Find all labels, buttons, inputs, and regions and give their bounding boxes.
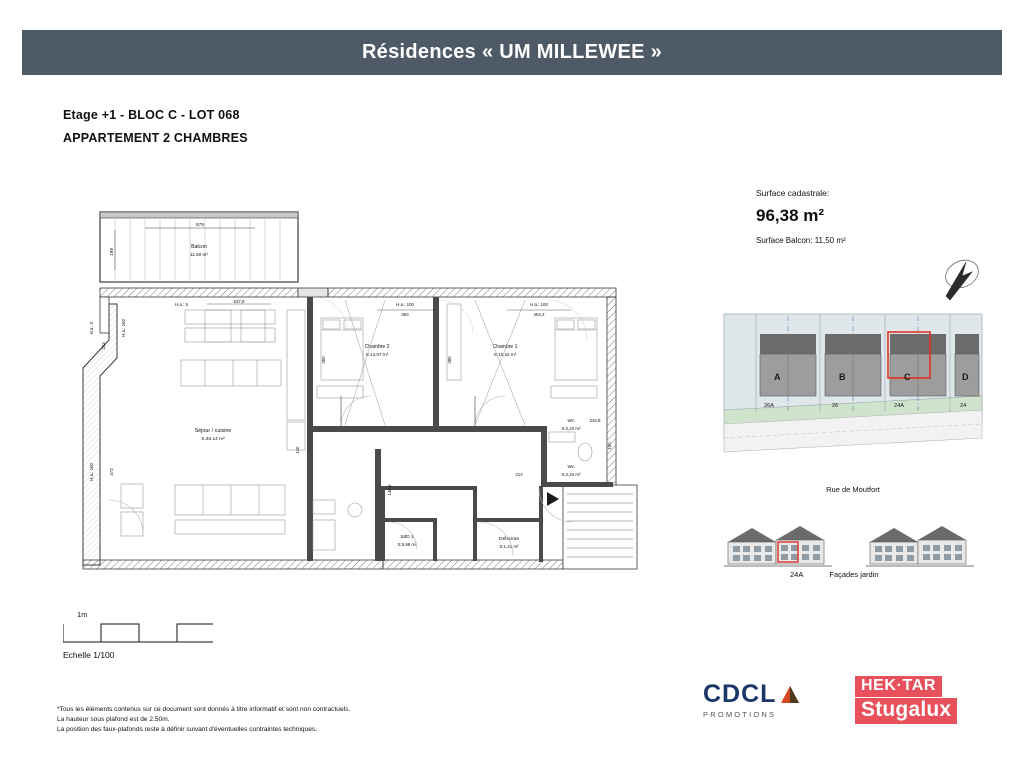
cdcl-triangle-icon bbox=[779, 684, 801, 706]
page-title: Résidences « UM MILLEWEE » bbox=[361, 41, 663, 63]
scale-bar-unit: 1m bbox=[77, 610, 88, 619]
dim-473: 473 bbox=[109, 468, 114, 476]
room-label-balcon: Balcon bbox=[191, 244, 207, 250]
site-block-d: D bbox=[962, 372, 969, 382]
dim-ha-left2: H.a.: 100 bbox=[121, 319, 126, 337]
facade-label-left: 24A bbox=[790, 570, 804, 579]
room-label-sejour: Séjour / cuisine bbox=[194, 428, 232, 434]
room-area-sejour: S:46,14 m² bbox=[201, 437, 225, 442]
site-number-24: 24 bbox=[960, 403, 967, 409]
dim-100-wc: 100 bbox=[607, 442, 612, 450]
scale-bar bbox=[63, 610, 213, 660]
dim-balcon-width: 578 bbox=[195, 223, 205, 228]
lot-identifier: Etage +1 - BLOC C - LOT 068 bbox=[63, 108, 240, 122]
site-number-26a: 26A bbox=[764, 403, 774, 409]
scale-caption: Echelle 1/100 bbox=[63, 650, 115, 660]
surface-cadastrale-label: Surface cadastrale: bbox=[756, 188, 830, 198]
surface-cadastrale-value: 96,38 m² bbox=[756, 206, 825, 225]
logo-cdcl bbox=[703, 682, 821, 726]
footnote-line-3: La position des faux-plafonds reste à définir suivant d'éventuelles contraintes techniques. bbox=[57, 726, 318, 734]
dim-ha-left: H.a.: 0 bbox=[89, 321, 94, 335]
compass-icon bbox=[932, 252, 988, 308]
dim-ha-100-a: H.a.: 100 bbox=[396, 302, 414, 307]
dim-453: 453,3 bbox=[533, 312, 545, 317]
floor-plan bbox=[55, 200, 655, 600]
room-label-wc-2: Wc bbox=[567, 465, 575, 470]
dim-537: 537,5 bbox=[233, 299, 245, 304]
footnotes bbox=[57, 705, 350, 736]
site-plan-street-label: Rue de Moutfort bbox=[826, 485, 880, 494]
room-chambre1 bbox=[447, 304, 597, 426]
dim-ha-5: H.a.: 5 bbox=[175, 302, 188, 307]
floor-plan-drawing bbox=[55, 200, 655, 600]
dim-ch1-depth: 380 bbox=[447, 356, 452, 364]
logo-hektar-stugalux bbox=[855, 676, 985, 726]
room-label-sdd1: SdD 1 bbox=[400, 535, 414, 540]
dim-253: 253 bbox=[101, 342, 106, 350]
balcony-area bbox=[100, 212, 298, 282]
scale-bar-graphic bbox=[63, 622, 213, 646]
surface-balcon-label: Surface Balcon: 11,50 m² bbox=[756, 236, 846, 245]
room-area-wc: S:2,34 m² bbox=[561, 426, 581, 431]
hektar-wordmark: HEK·TAR bbox=[855, 676, 942, 697]
document-header bbox=[22, 30, 1002, 75]
dim-140: 140,5 bbox=[387, 484, 392, 496]
facade-elevation bbox=[722, 522, 984, 570]
room-area-chambre2: S:13,07 m² bbox=[365, 352, 389, 357]
dim-214: 214 bbox=[515, 472, 523, 477]
room-label-chambre1: Chambre 1 bbox=[492, 344, 518, 350]
surface-summary bbox=[756, 188, 986, 245]
site-plan bbox=[722, 312, 984, 457]
site-block-c: C bbox=[904, 372, 911, 382]
dim-363: 363 bbox=[401, 312, 409, 317]
footnote-line-1: *Tous les éléments contenus sur ce document sont donnés à titre informatif et sont non contractuels. bbox=[57, 706, 351, 713]
site-block-b: B bbox=[839, 372, 846, 382]
room-wc bbox=[549, 418, 592, 477]
room-chambre2 bbox=[313, 297, 433, 426]
furniture-living bbox=[121, 310, 305, 536]
room-label-wc: Wc bbox=[567, 419, 575, 424]
site-number-24a: 24A bbox=[894, 403, 904, 409]
staircase bbox=[563, 485, 637, 569]
room-area-wc-2: S:2,34 m² bbox=[561, 472, 581, 477]
dim-balcon-depth: 199 bbox=[110, 247, 115, 257]
dim-ha-left-lower: H.a.: 100 bbox=[89, 463, 94, 481]
dim-233: 233,8 bbox=[589, 418, 601, 423]
room-area-sdd1: S:5,99 m² bbox=[397, 542, 417, 547]
facade-label-right: Façades jardin bbox=[829, 570, 879, 579]
room-label-debarras: Débarras bbox=[499, 537, 519, 542]
site-block-a: A bbox=[774, 372, 781, 382]
titleblock bbox=[63, 108, 248, 145]
room-area-chambre1: S:16,32 m² bbox=[493, 352, 517, 357]
facade-captions bbox=[722, 570, 984, 579]
apartment-type: APPARTEMENT 2 CHAMBRES bbox=[63, 131, 248, 145]
facade-drawing bbox=[722, 522, 984, 570]
footnote-line-2: La hauteur sous plafond est de 2.50m. bbox=[57, 716, 170, 724]
dim-ch2-depth: 360 bbox=[321, 356, 326, 364]
room-area-balcon: 11,50 m² bbox=[190, 252, 208, 257]
cdcl-tagline: PROMOTIONS bbox=[703, 710, 777, 719]
site-number-26: 26 bbox=[832, 403, 839, 409]
room-label-chambre2: Chambre 2 bbox=[364, 344, 390, 350]
dim-110: 110 bbox=[295, 446, 300, 454]
stugalux-wordmark: Stugalux bbox=[855, 698, 957, 724]
cdcl-wordmark: CDCL bbox=[703, 680, 777, 708]
dim-ha-100-b: H.a.: 100 bbox=[530, 302, 548, 307]
room-area-debarras: S:1,41 m² bbox=[499, 544, 519, 549]
room-debarras bbox=[479, 522, 539, 560]
entry-arrow-icon bbox=[547, 492, 559, 506]
site-plan-drawing bbox=[722, 312, 984, 457]
